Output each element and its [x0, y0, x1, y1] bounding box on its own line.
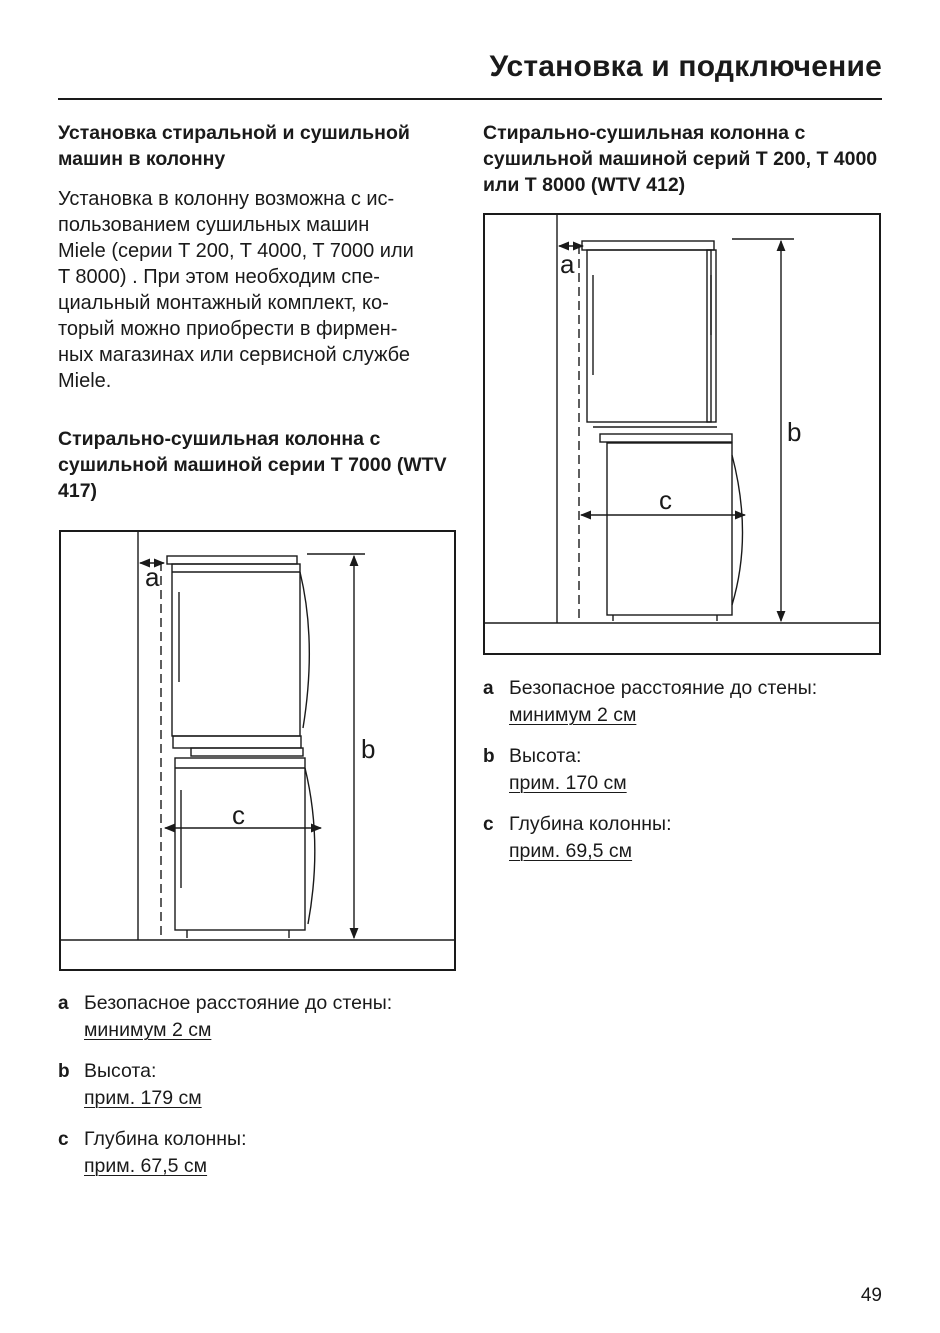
legend-value: минимум 2 см	[84, 1019, 212, 1041]
intro-line: Miele (серии T 200, T 4000, T 7000 или	[58, 240, 414, 262]
legend-item	[483, 743, 883, 797]
legend-label: Безопасное расстояние до стены:	[84, 992, 393, 1014]
washer-dryer-stack-diagram	[485, 215, 879, 653]
washer-body	[175, 758, 305, 930]
page-number: 49	[860, 1285, 882, 1306]
dryer-top	[582, 241, 714, 250]
washer-door	[732, 455, 743, 605]
washer-body	[607, 443, 732, 615]
dryer-body	[172, 564, 300, 736]
legend-letter: c	[58, 1129, 69, 1150]
intro-line: пользованием сушильных машин	[58, 214, 370, 236]
intro-line: Установка в колонну возможна с ис-	[58, 188, 395, 210]
legend-wtv417	[58, 990, 458, 1194]
intro-paragraph	[58, 186, 458, 394]
legend-label: Безопасное расстояние до стены:	[509, 677, 818, 699]
figure-wtv417	[59, 530, 456, 971]
legend-letter: a	[58, 993, 69, 1014]
intro-line: ных магазинах или сервисной службе	[58, 344, 411, 366]
label-b: b	[787, 417, 802, 447]
legend-label: Глубина колонны:	[84, 1128, 247, 1150]
legend-item	[58, 1126, 458, 1180]
intro-line: Miele.	[58, 370, 112, 392]
figure-title-wtv417: Стирально-сушильная колонна с сушильной машиной серии T 7000 (WTV 417)	[58, 428, 447, 502]
right-column	[483, 120, 883, 198]
label-c: c	[232, 800, 245, 830]
dryer-door	[300, 572, 309, 728]
intro-line: циальный монтажный комплект, ко-	[58, 292, 389, 314]
label-a: a	[145, 562, 160, 592]
figure-title-wtv412: Стирально-сушильная колонна с сушильной машиной серий T 200, T 4000 или T 8000 (WTV 412)	[483, 122, 878, 196]
legend-value: прим. 179 см	[84, 1087, 202, 1109]
dryer-top	[167, 556, 297, 564]
legend-item	[58, 990, 458, 1044]
intro-line: T 8000) . При этом необходим спе-	[58, 266, 380, 288]
legend-label: Глубина колонны:	[509, 813, 672, 835]
legend-letter: b	[58, 1061, 70, 1082]
legend-label: Высота:	[509, 745, 582, 767]
legend-letter: a	[483, 678, 494, 699]
mounting-kit	[600, 434, 732, 442]
legend-item	[58, 1058, 458, 1112]
label-c: c	[659, 485, 672, 515]
label-a: a	[560, 249, 575, 279]
left-column	[58, 120, 458, 504]
washer-door	[305, 768, 315, 924]
intro-line: торый можно приобрести в фирмен-	[58, 318, 398, 340]
mounting-kit	[173, 736, 301, 748]
section-title: Установка стиральной и сушильной машин в колонну	[58, 122, 410, 170]
legend-wtv412	[483, 675, 883, 879]
label-b: b	[361, 734, 376, 764]
figure-wtv412	[483, 213, 881, 655]
page-title: Установка и подключение	[489, 50, 882, 83]
legend-value: прим. 170 см	[509, 772, 627, 794]
legend-value: минимум 2 см	[509, 704, 637, 726]
legend-label: Высота:	[84, 1060, 157, 1082]
header-divider	[58, 98, 882, 100]
legend-item	[483, 811, 883, 865]
dryer-body	[587, 250, 711, 422]
legend-letter: b	[483, 746, 495, 767]
legend-item	[483, 675, 883, 729]
legend-value: прим. 69,5 см	[509, 840, 633, 862]
washer-dryer-stack-diagram	[61, 532, 454, 969]
legend-letter: c	[483, 814, 494, 835]
legend-value: прим. 67,5 см	[84, 1155, 208, 1177]
